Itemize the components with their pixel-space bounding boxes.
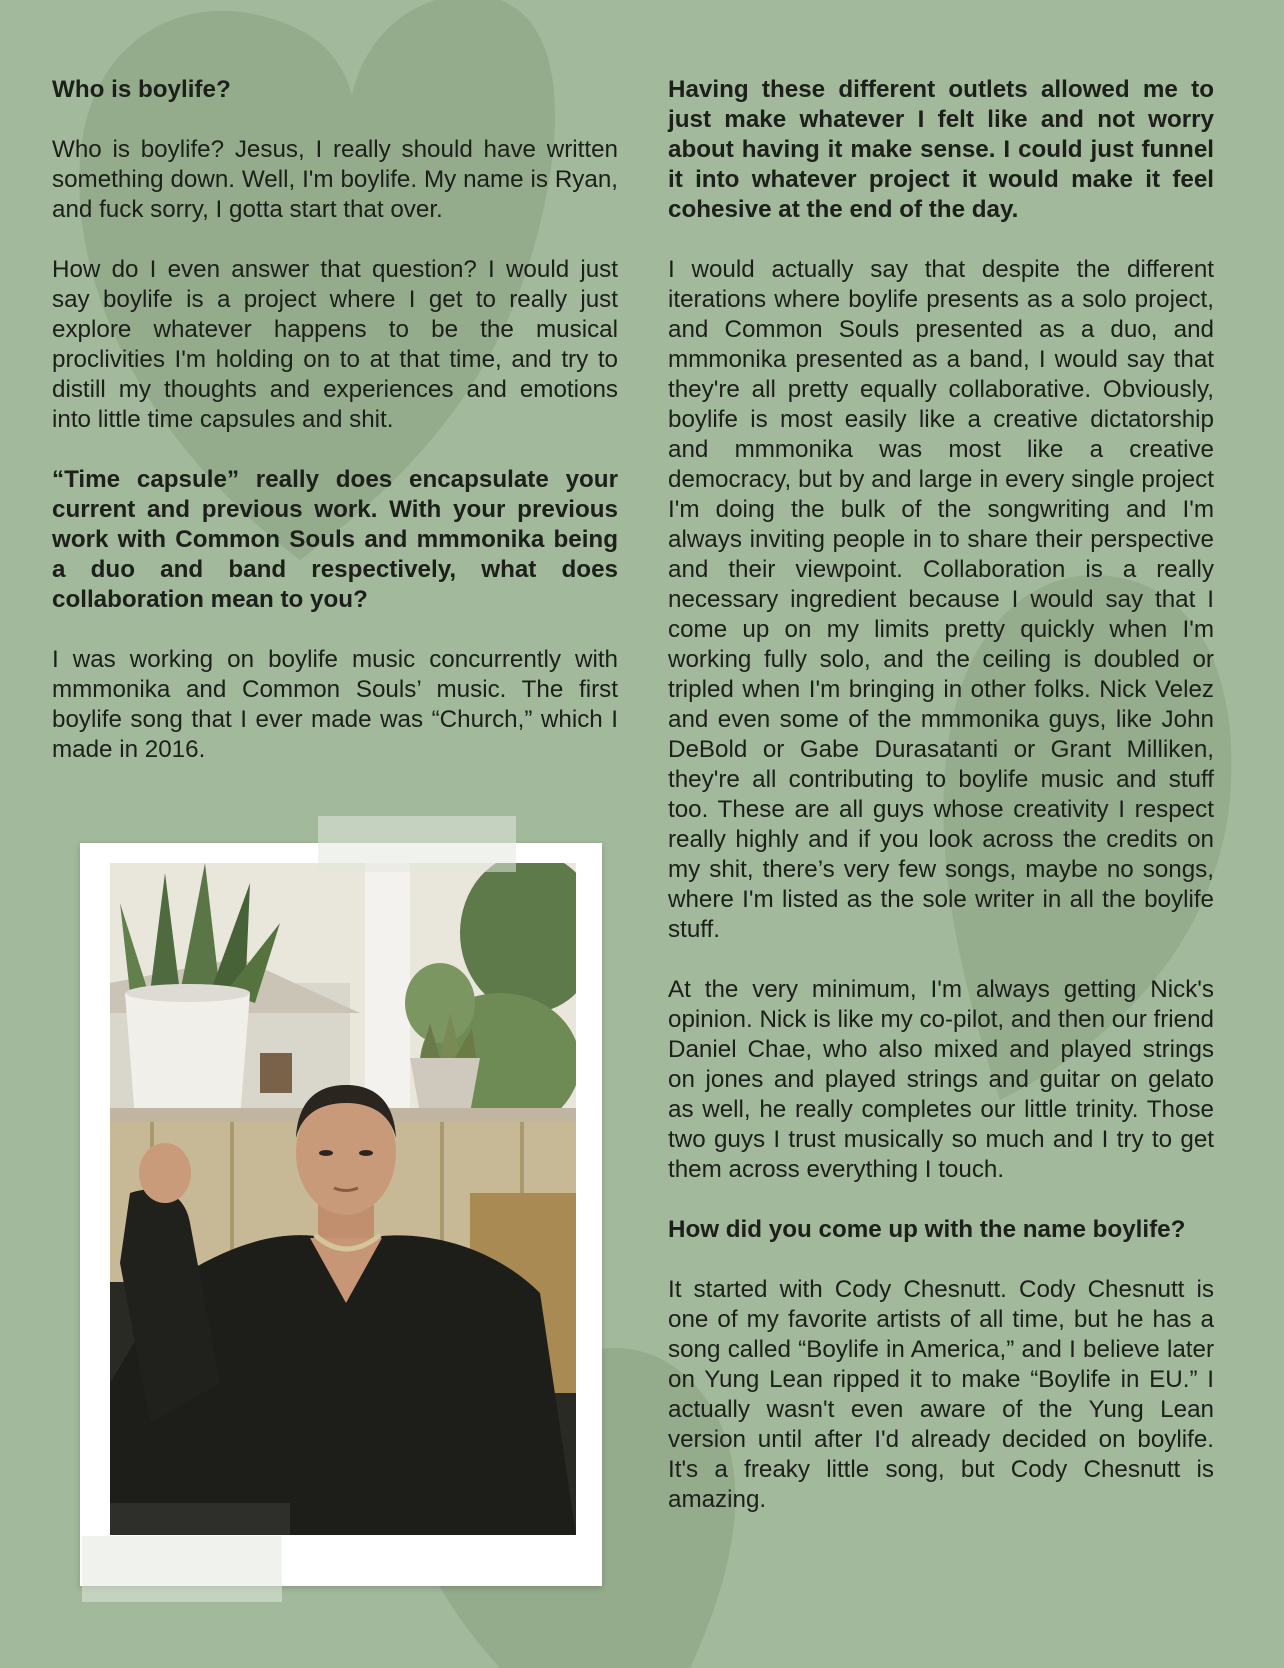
right-text-column (668, 75, 1214, 1545)
polaroid-photo-frame (80, 843, 602, 1586)
bold-paragraph: Having these different outlets allowed me to just make whatever I felt like and not worry about having it make sense. I could just funnel it into whatever project it would make it feel cohesive at the end of the day. (668, 76, 1214, 223)
portrait-illustration (110, 863, 576, 1535)
answer-paragraph: How do I even answer that question? I would just say boylife is a project where I get to really just explore whatever happens to be the musical proclivities I'm holding on to at that time, and try to distill my thoughts and experiences and emotions into little time capsules and shit. (52, 256, 618, 433)
answer-paragraph: I would actually say that despite the different iterations where boylife presents as a solo project, and Common Souls presented as a duo, and mmmonika presented as a band, I would say that they're all pretty equally collaborative. Obviously, boylife is most easily like a creative dictatorship and mmmonika was most like a creative democracy, but by and large in every single project I'm doing the bulk of the songwriting and I'm always inviting people in to share their perspective and their viewpoint. Collaboration is a really necessary ingredient because I would say that I come up on my limits pretty quickly when I'm working fully solo, and the ceiling is doubled or tripled when I'm bringing in other folks. Nick Velez and even some of the mmmonika guys, like John DeBold or Gabe Durasatanti or Grant Milliken, they're all contributing to boylife music and stuff too. These are all guys whose creativity I respect really highly and if you look across the credits on my shit, there’s very few songs, maybe no songs, where I'm listed as the sole writer in all the boylife stuff. (668, 256, 1214, 943)
question-paragraph: “Time capsule” really does encapsulate your current and previous work. With your previous work with Common Souls and mmmonika being a duo and band respectively, what does collaboration mean to you? (52, 466, 618, 613)
question-paragraph: How did you come up with the name boylife? (668, 1216, 1186, 1243)
answer-paragraph: I was working on boylife music concurrently with mmmonika and Common Souls’ music. The first boylife song that I ever made was “Church,” which I made in 2016. (52, 646, 618, 763)
question-heading: Who is boylife? (52, 76, 231, 103)
answer-paragraph: It started with Cody Chesnutt. Cody Chesnutt is one of my favorite artists of all time, but he has a song called “Boylife in America,” and I believe later on Yung Lean ripped it to make “Boylife in EU.” I actually wasn't even aware of the Yung Lean version until after I'd already decided on boylife. It's a freaky little song, but Cody Chesnutt is amazing. (668, 1276, 1214, 1513)
answer-paragraph: Who is boylife? Jesus, I really should have written something down. Well, I'm boylife. My name is Ryan, and fuck sorry, I gotta start that over. (52, 136, 618, 223)
photo-tape-top (318, 816, 516, 872)
left-text-column (52, 75, 618, 795)
photo-tape-bottom (82, 1536, 282, 1602)
answer-paragraph: At the very minimum, I'm always getting Nick's opinion. Nick is like my co-pilot, and then our friend Daniel Chae, who also mixed and played strings on jones and played strings and guitar on gelato as well, he really completes our little trinity. Those two guys I trust musically so much and I try to get them across everything I touch. (668, 976, 1214, 1183)
portrait-photo (110, 863, 576, 1535)
